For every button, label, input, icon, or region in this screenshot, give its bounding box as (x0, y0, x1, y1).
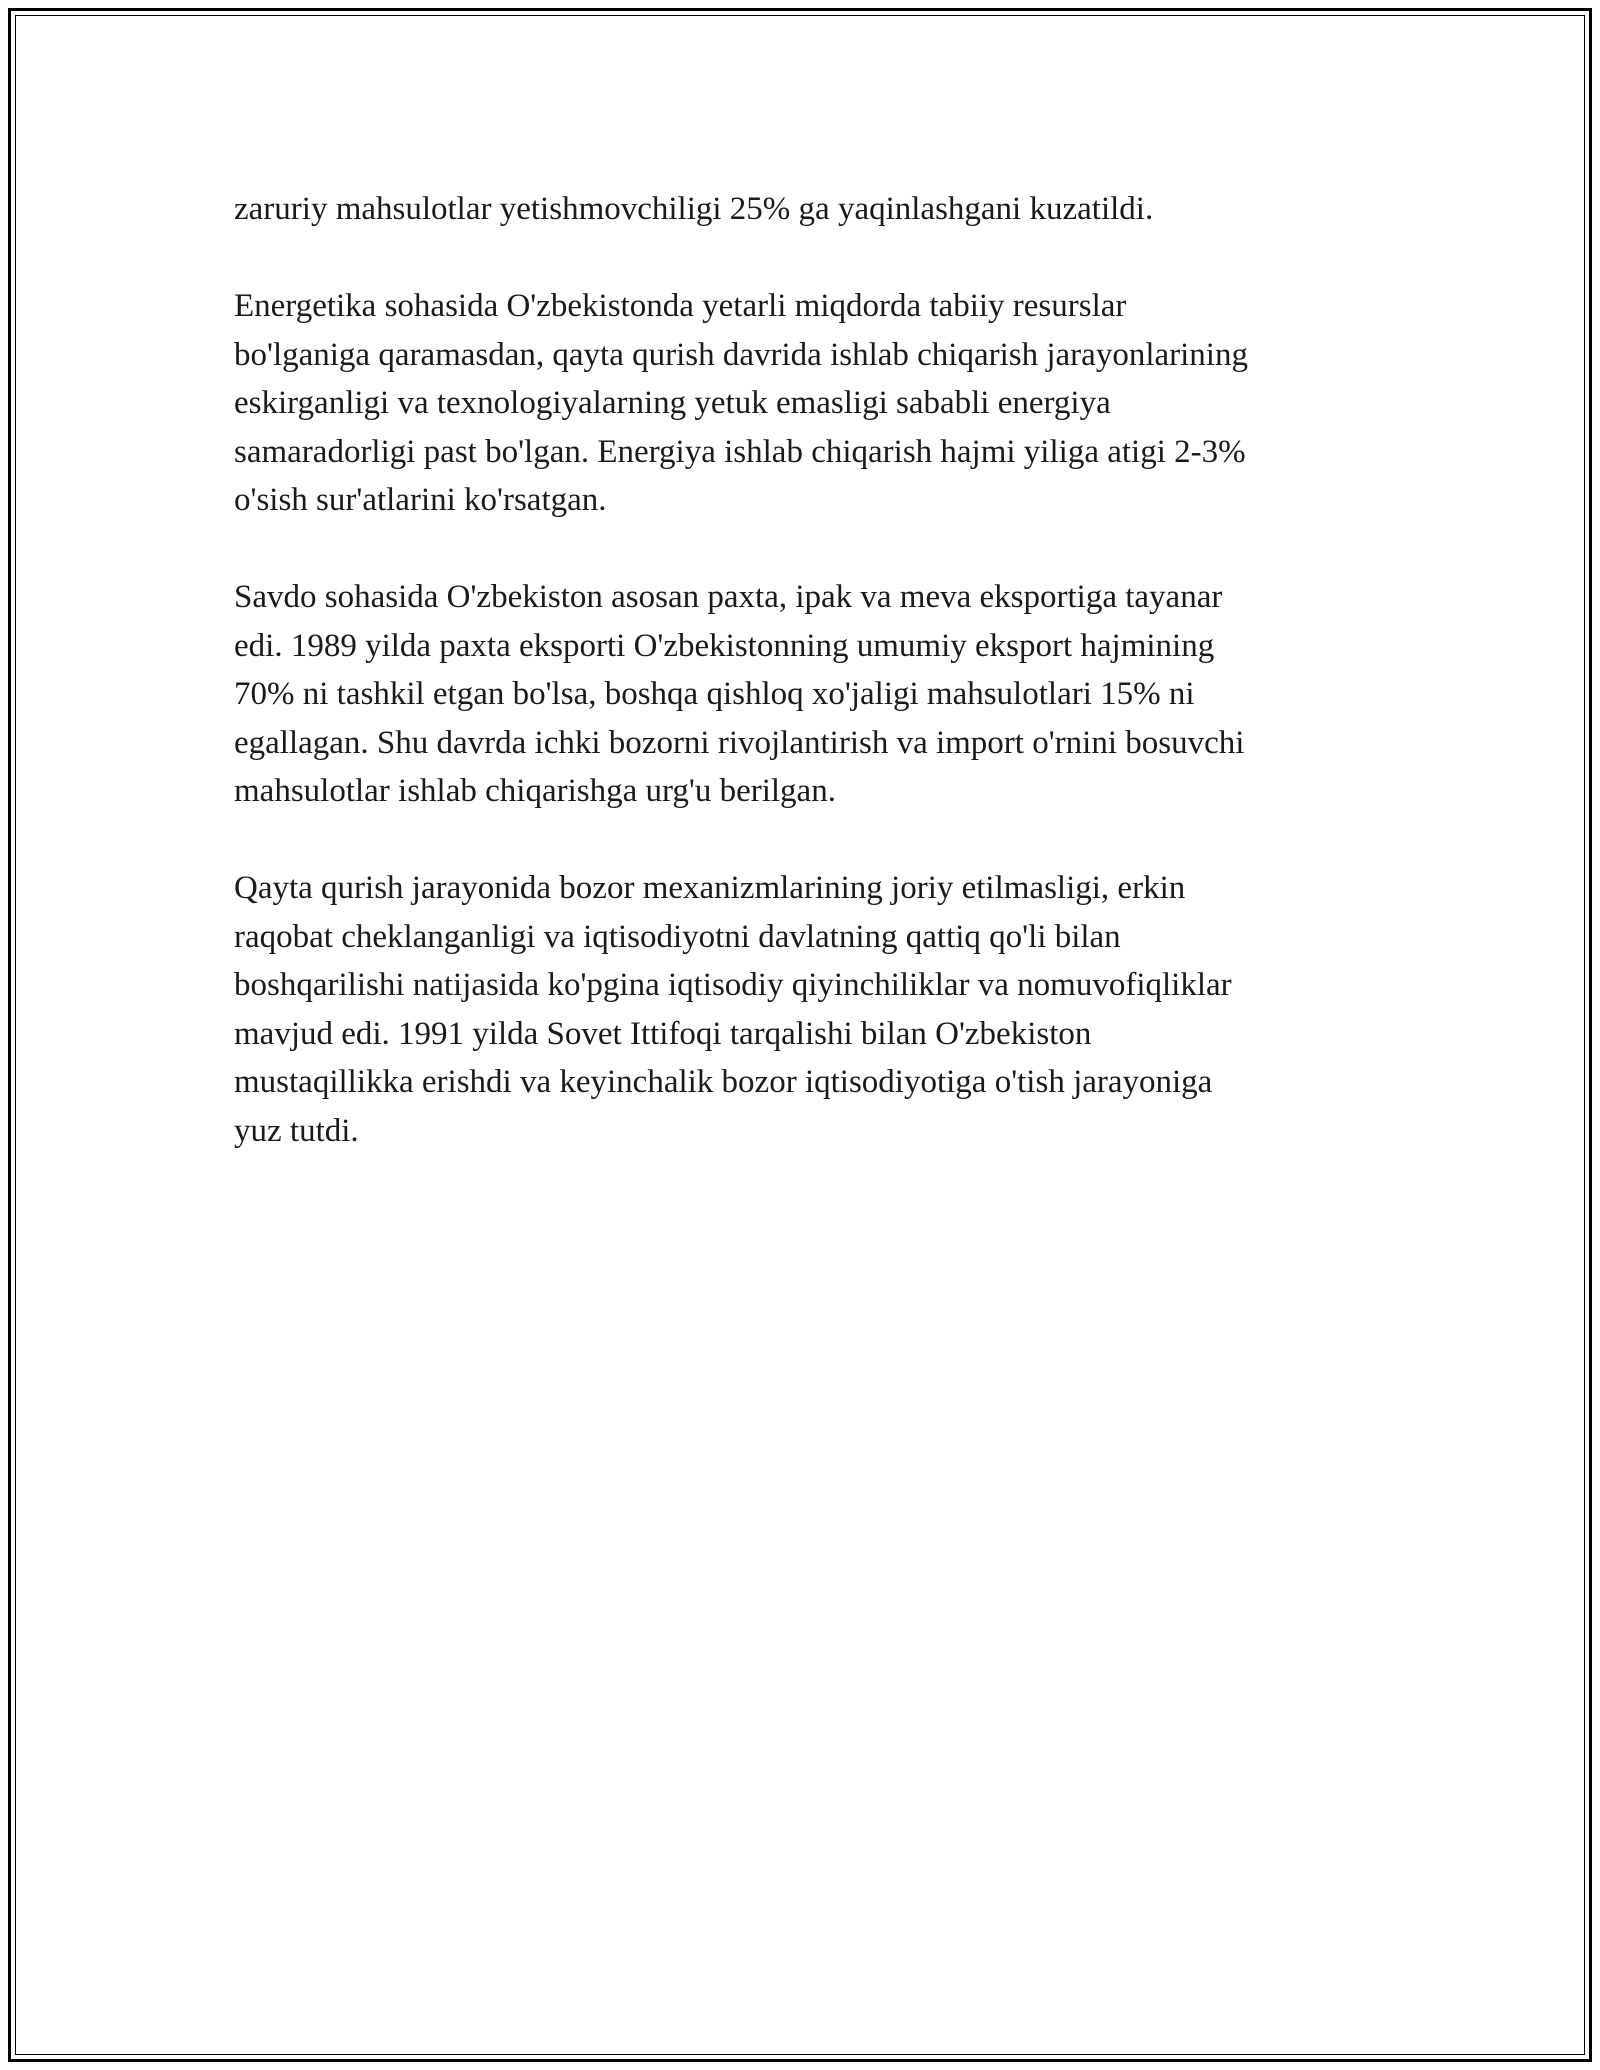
paragraph-2: Energetika sohasida O'zbekistonda yetarli miqdorda tabiiy resurslar bo'lganiga qaramasdan, qayta qurish davrida ishlab chiqarish jarayonlarining eskirganligi va texnologiyalarning yetuk emasligi sababli energiya samaradorligi past bo'lgan. Energiya ishlab chiqarish hajmi yiliga atigi 2-3% o'sish sur'atlarini ko'rsatgan. (234, 288, 1248, 518)
paragraph-4: Qayta qurish jarayonida bozor mexanizmlarining joriy etilmasligi, erkin raqobat cheklanganligi va iqtisodiyotni davlatning qattiq qo'li bilan boshqarilishi natijasida ko'pgina iqtisodiy qiyinchiliklar va nomuvofiqliklar mavjud edi. 1991 yilda Sovet Ittifoqi tarqalishi bilan O'zbekiston mustaqillikka erishdi va keyinchalik bozor iqtisodiyotiga o'tish jarayoniga yuz tutdi. (234, 870, 1232, 1149)
page-body (234, 185, 1364, 1204)
paragraph-1: zaruriy mahsulotlar yetishmovchiligi 25% ga yaqinlashgani kuzatildi. (234, 191, 1154, 227)
paragraph-3: Savdo sohasida O'zbekiston asosan paxta, ipak va meva eksportiga tayanar edi. 1989 yilda paxta eksporti O'zbekistonning umumiy eksport hajmining 70% ni tashkil etgan bo'lsa, boshqa qishloq xo'jaligi mahsulotlari 15% ni egallagan. Shu davrda ichki bozorni rivojlantirish va import o'rnini bosuvchi mahsulotlar ishlab chiqarishga urg'u berilgan. (234, 579, 1245, 809)
